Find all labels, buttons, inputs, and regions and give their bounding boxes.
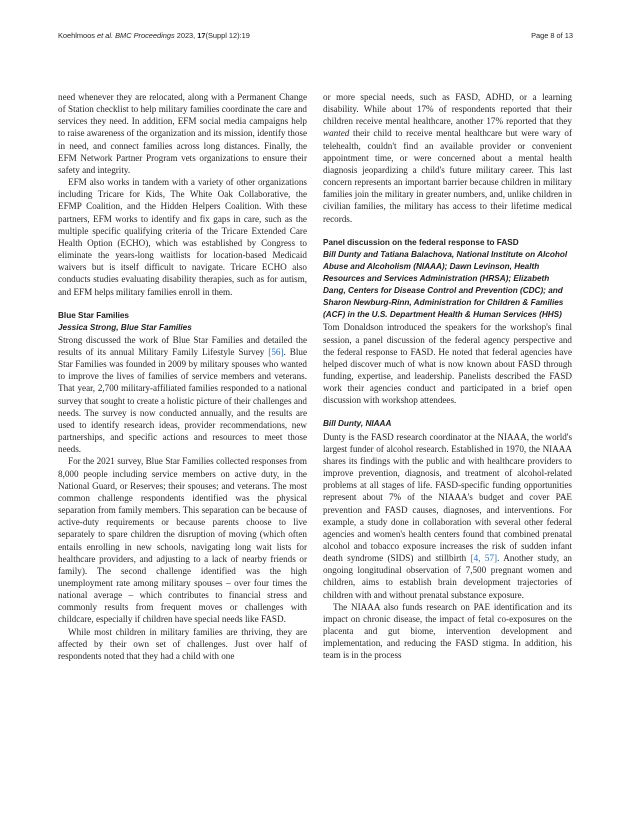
paragraph: EFM also works in tandem with a variety of other organizations including Tricare for Kids, The White Oak Collaborative, the EFMP Coalition, and the Hidden Helpers Coalition. With these partners, EFM works to identify and fix gaps in care, such as the multiple specific qualifying criteria of the Tricare Extended Care Health Option (ECHO), which was established by Congress to eliminate the years-long waitlists for location-based Medicaid waivers but is itself difficult to navigate. Tricare ECHO also conducts studies evaluating disability therapies, such as for autism, and EFM helps military families enroll in them. (58, 177, 307, 297)
section-speakers: Bill Dunty and Tatiana Balachova, National Institute on Alcohol Abuse and Alcoholism (NIAAA); Dawn Levinson, Health Resources and Services Administration (HRSA); Elizabeth Dang, Centers for Disease Control and Prevention (CDC); and Sharon Newburg-Rinn, Administration for Children & Families (ACF) in the U.S. Department Health & Human Services (HHS) (323, 249, 568, 320)
journal-name: et al. BMC Proceedings (97, 31, 175, 40)
paragraph: Tom Donaldson introduced the speakers for the workshop's final session, a panel discussion of the federal agency perspective and the federal response to FASD. He noted that federal agencies have helped discover much of what is now known about FASD through funding, expertise, and leadership. Panelists described the FASD work their agencies conduct and participated in a brief open discussion with workshop attendees. (323, 322, 572, 406)
journal-year: 2023, (174, 31, 198, 40)
left-column (58, 91, 307, 662)
journal-volume: 17 (197, 31, 206, 40)
paragraph: For the 2021 survey, Blue Star Families collected responses from 8,000 people including service members on active duty, in the National Guard, or Reserves; their spouses; and veterans. The most common challenge respondents identified was the physical separation from family members. This separation can be because of active-duty requirements or because parents choose to live separately to spare children the disruption of moving (which often entails enrolling in new schools, navigating long wait lists for healthcare providers, and adjusting to a lack of nearby friends or family). The second challenge identified was the high unemployment rate among military spouses – over four times the national average – which contributes to financial stress and commonly results from frequent moves or challenges with childcare, especially if children have special needs like FASD. (58, 456, 307, 625)
paragraph: While most children in military families are thriving, they are affected by their own set of challenges. Just over half of respondents noted that they had a child with one (58, 626, 307, 661)
paragraph: need whenever they are relocated, along with a Permanent Change of Station checklist to help military families coordinate the care and services they need. In addition, EFM social media campaigns help to raise awareness of the organization and its mission, identify those in need, and connect families across long distances. Finally, the EFM Network Partner Program vets organizations to ensure their safety and integrity. (58, 92, 307, 175)
paragraph: The NIAAA also funds research on PAE identification and its impact on chronic disease, the impact of fetal co-exposures on the placenta and gut biome, intervention development and implementation, and reducing the FASD stigma. In addition, his team is in the process (323, 601, 572, 661)
right-column (323, 91, 572, 662)
citation-link[interactable]: [56] (268, 347, 284, 357)
running-header (58, 31, 573, 43)
paragraph: Strong discussed the work of Blue Star Families and detailed the results of its annual Military Family Lifestyle Survey [56]. Blue Star Families was founded in 2009 by military spouses who wanted to improve the lives of families of service members and veterans. That year, 2,700 military-affiliated families responded to a national survey that sought to create a holistic picture of their challenges and needs. The survey is now conducted annually, and the results are used to identify research ideas, provider recommendations, new partnerships, and specific actions and resources to meet those needs. (58, 334, 307, 455)
journal-citation (58, 31, 250, 40)
section-heading: Panel discussion on the federal response to FASD (323, 237, 519, 247)
paragraph: Dunty is the FASD research coordinator at the NIAAA, the world's largest funder of alcohol research. Established in 1970, the NIAAA shares its findings with the public and with healthcare providers to improve prevention, diagnosis, and treatment of alcohol-related problems at all stages of life. FASD-specific funding opportunities represent about 7% of the NIAAA's budget and cover PAE prevention and FASD causes, diagnoses, and interventions. For example, a study done in collaboration with several other federal agencies and women's health centers found that combined prenatal alcohol and tobacco exposure increases the risk of sudden infant death syndrome (SIDS) and stillbirth [4, 57]. Another study, an ongoing longitudinal observation of 7,500 pregnant women and children, aims to establish brain development trajectories of children with and without prenatal substance exposure. (323, 431, 572, 600)
journal-issue: (Suppl 12):19 (205, 31, 250, 40)
citation-link[interactable]: [4, 57] (470, 553, 498, 564)
section-heading: Blue Star Families (58, 310, 129, 320)
paragraph: or more special needs, such as FASD, ADHD, or a learning disability. While about 17% of respondents reported that their children receive mental healthcare, another 17% reported that they wanted their child to receive mental healthcare but were wary of telehealth, couldn't find an available provider or convenient appointment time, or were concerned about a mental health diagnosis jeopardizing a child's future military career. This last concern represents an important barrier because children in military families join the military in greater numbers, and, unlike children in civilian families, the military has access to their lifetime medical records. (323, 92, 572, 224)
journal-authors: Koehlmoos (58, 31, 98, 40)
subsection-heading: Bill Dunty, NIAAA (323, 419, 392, 429)
page-number: Page 8 of 13 (531, 31, 573, 40)
section-speaker: Jessica Strong, Blue Star Families (58, 322, 192, 332)
